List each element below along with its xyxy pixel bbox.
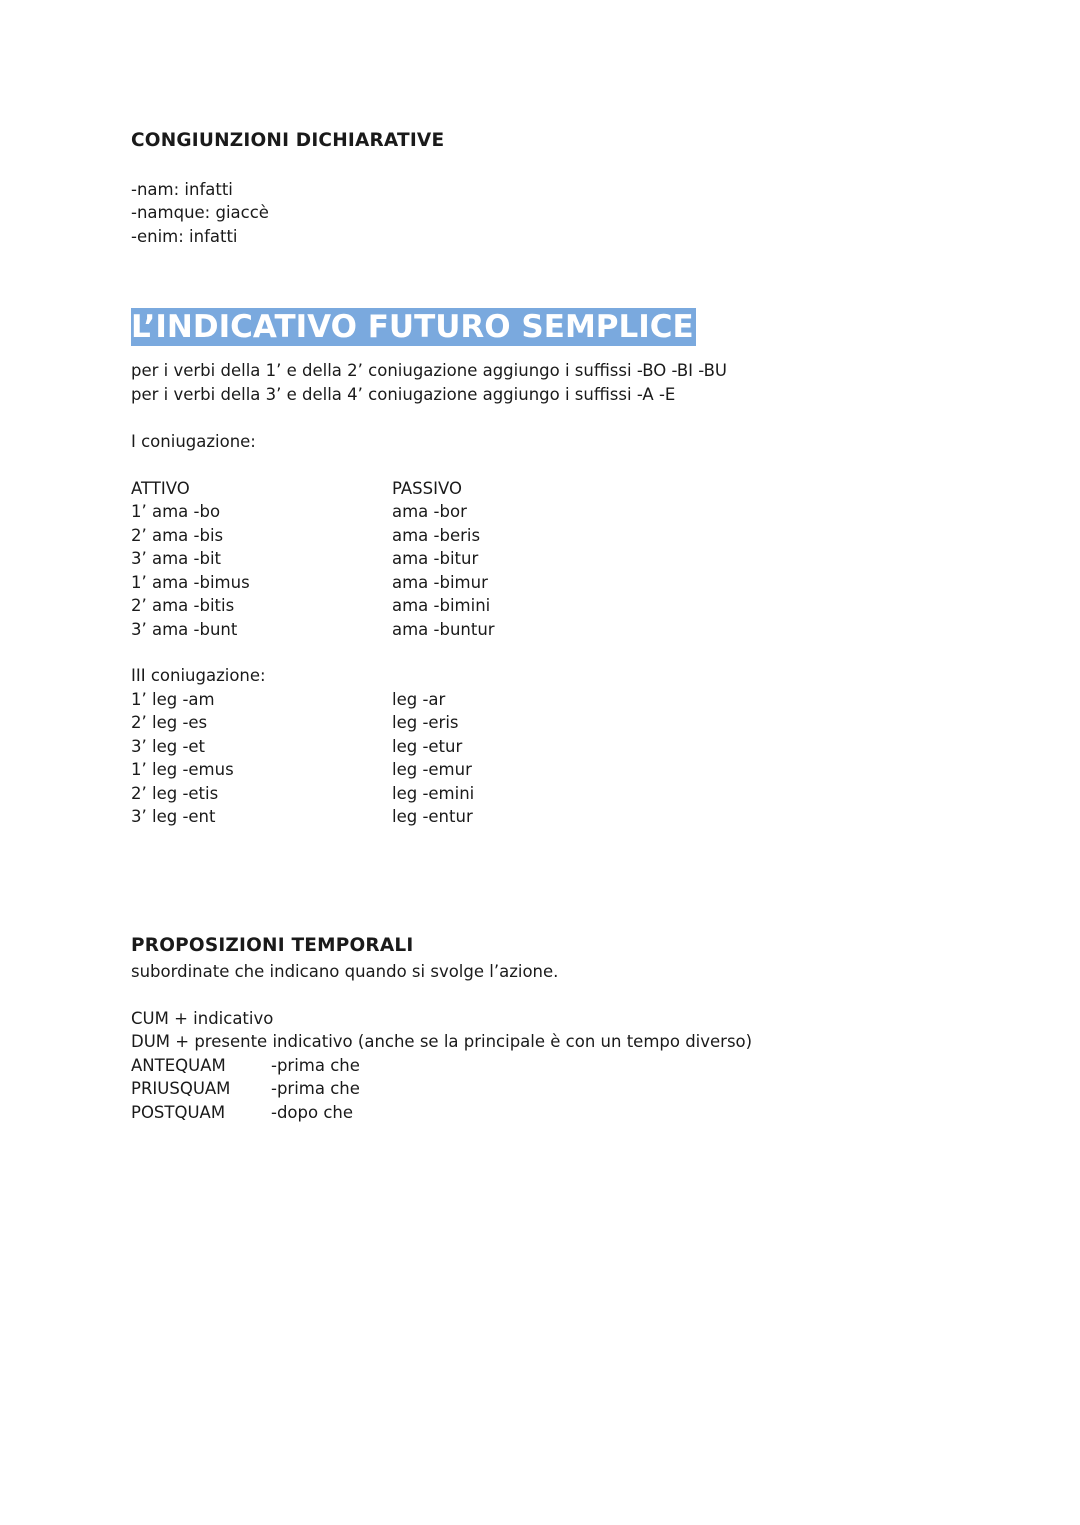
section-subtitle: subordinate che indicano quando si svolge l’azione. bbox=[131, 962, 559, 981]
passive-form: ama -buntur bbox=[392, 620, 495, 639]
passive-form: leg -entur bbox=[392, 807, 473, 826]
column-header-active: ATTIVO bbox=[131, 479, 190, 498]
conjunction-meaning: -dopo che bbox=[271, 1103, 354, 1122]
section-heading-congiunzioni: CONGIUNZIONI DICHIARATIVE bbox=[131, 130, 445, 151]
passive-form: leg -emur bbox=[392, 760, 472, 779]
conjugation-label: I coniugazione: bbox=[131, 432, 256, 451]
active-form: 2’ leg -etis bbox=[131, 784, 219, 803]
active-form: 2’ ama -bitis bbox=[131, 596, 235, 615]
active-form: 3’ leg -ent bbox=[131, 807, 216, 826]
passive-form: leg -etur bbox=[392, 737, 463, 756]
rule-line: DUM + presente indicativo (anche se la principale è con un tempo diverso) bbox=[131, 1032, 753, 1051]
active-form: 3’ ama -bunt bbox=[131, 620, 238, 639]
conjunction-meaning: -prima che bbox=[271, 1056, 360, 1075]
passive-form: ama -bor bbox=[392, 502, 467, 521]
active-form: 2’ ama -bis bbox=[131, 526, 224, 545]
list-item: -namque: giaccè bbox=[131, 203, 269, 222]
active-form: 2’ leg -es bbox=[131, 713, 208, 732]
intro-line: per i verbi della 1’ e della 2’ coniugazione aggiungo i suffissi -BO -BI -BU bbox=[131, 361, 728, 380]
active-form: 3’ ama -bit bbox=[131, 549, 222, 568]
passive-form: ama -bitur bbox=[392, 549, 479, 568]
conjunction-meaning: -prima che bbox=[271, 1079, 360, 1098]
list-item: -nam: infatti bbox=[131, 180, 233, 199]
conjunction-term: ANTEQUAM bbox=[131, 1056, 226, 1075]
conjunction-term: POSTQUAM bbox=[131, 1103, 226, 1122]
passive-form: leg -eris bbox=[392, 713, 459, 732]
passive-form: ama -bimur bbox=[392, 573, 488, 592]
active-form: 3’ leg -et bbox=[131, 737, 206, 756]
conjugation-label: III coniugazione: bbox=[131, 666, 266, 685]
section-heading-proposizioni: PROPOSIZIONI TEMPORALI bbox=[131, 935, 414, 956]
rule-line: CUM + indicativo bbox=[131, 1009, 274, 1028]
active-form: 1’ leg -am bbox=[131, 690, 215, 709]
passive-form: leg -ar bbox=[392, 690, 446, 709]
active-form: 1’ ama -bimus bbox=[131, 573, 250, 592]
passive-form: ama -beris bbox=[392, 526, 481, 545]
list-item: -enim: infatti bbox=[131, 227, 238, 246]
passive-form: leg -emini bbox=[392, 784, 475, 803]
passive-form: ama -bimini bbox=[392, 596, 491, 615]
conjunction-term: PRIUSQUAM bbox=[131, 1079, 231, 1098]
column-header-passive: PASSIVO bbox=[392, 479, 462, 498]
intro-line: per i verbi della 3’ e della 4’ coniugazione aggiungo i suffissi -A -E bbox=[131, 385, 676, 404]
active-form: 1’ ama -bo bbox=[131, 502, 221, 521]
active-form: 1’ leg -emus bbox=[131, 760, 234, 779]
highlighted-main-heading: L’INDICATIVO FUTURO SEMPLICE bbox=[131, 309, 694, 345]
